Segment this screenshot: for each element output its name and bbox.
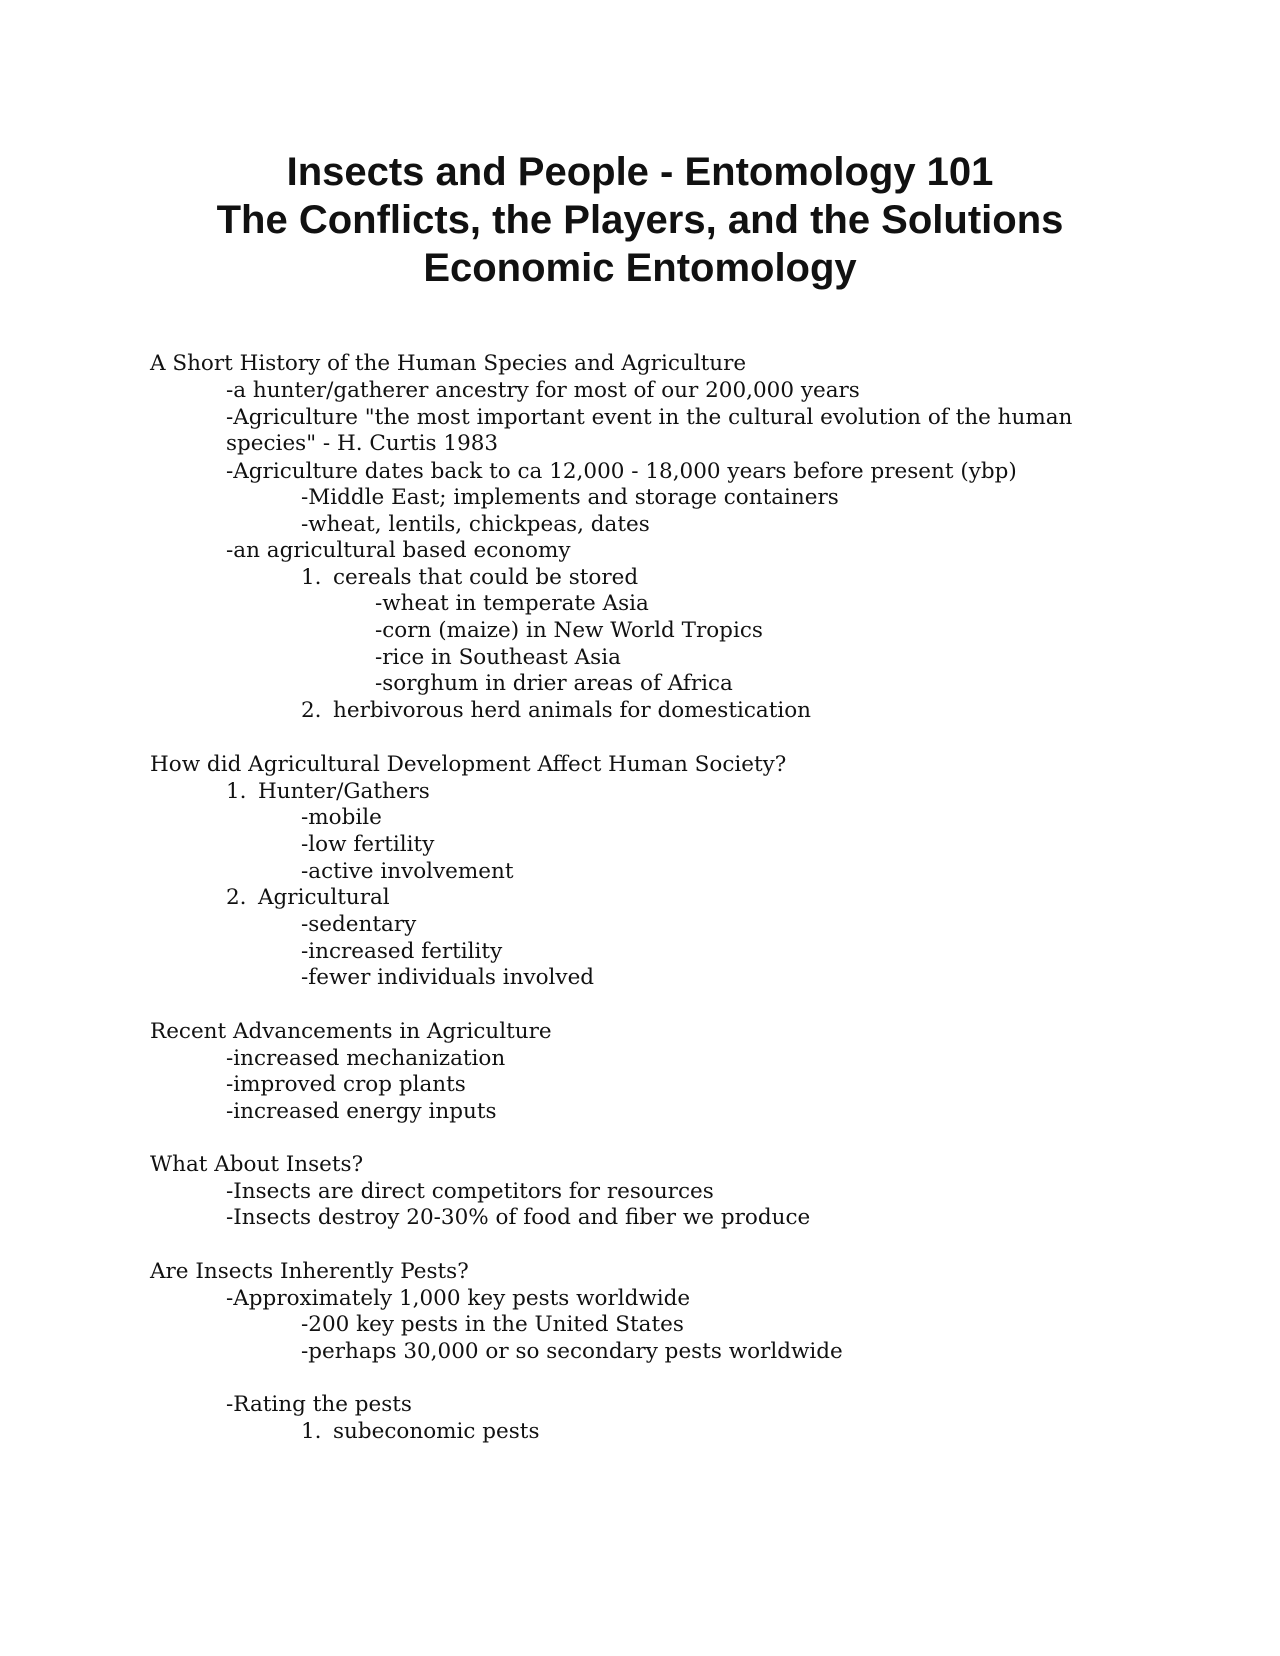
history-line: -an agricultural based economy [226, 538, 571, 563]
history-line: species" - H. Curtis 1983 [226, 431, 499, 456]
history-line: -a hunter/gatherer ancestry for most of our 200,000 years [226, 378, 860, 403]
history-list-item [301, 565, 638, 591]
pests-sub-item: -200 key pests in the United States [301, 1312, 684, 1337]
list-number: 1. [226, 779, 247, 804]
list-item-text: subeconomic pests [333, 1419, 540, 1444]
pests-sub-item: -perhaps 30,000 or so secondary pests worldwide [301, 1339, 843, 1364]
history-sub-item: -wheat in temperate Asia [375, 591, 649, 616]
list-item-text: Hunter/Gathers [258, 779, 430, 804]
advancements-line: -improved crop plants [226, 1072, 466, 1097]
history-line: -Agriculture dates back to ca 12,000 - 18,000 years before present (ybp) [226, 459, 1017, 484]
pests-rating-line: -Rating the pests [226, 1392, 412, 1417]
insects-line: -Insects destroy 20-30% of food and fiber we produce [226, 1205, 811, 1230]
society-list-item [226, 779, 430, 805]
pests-line: -Approximately 1,000 key pests worldwide [226, 1286, 691, 1311]
list-number: 1. [301, 565, 322, 590]
society-sub-item: -mobile [301, 805, 382, 830]
history-sub-item: -sorghum in drier areas of Africa [375, 671, 733, 696]
society-sub-item: -active involvement [301, 859, 514, 884]
history-line: -Agriculture "the most important event in the cultural evolution of the human [226, 405, 1073, 430]
society-sub-item: -sedentary [301, 912, 417, 937]
list-number: 1. [301, 1419, 322, 1444]
society-sub-item: -increased fertility [301, 939, 503, 964]
history-subline: -wheat, lentils, chickpeas, dates [301, 512, 650, 537]
insects-line: -Insects are direct competitors for resources [226, 1179, 714, 1204]
title-line-1: Insects and People - Entomology 101 [286, 150, 994, 194]
section-heading-advancements: Recent Advancements in Agriculture [150, 1019, 552, 1044]
history-subline: -Middle East; implements and storage containers [301, 485, 839, 510]
title-line-3: Economic Entomology [423, 246, 857, 290]
list-number: 2. [226, 885, 247, 910]
title-line-2: The Conflicts, the Players, and the Solutions [216, 198, 1064, 242]
list-item-text: cereals that could be stored [333, 565, 639, 590]
advancements-line: -increased mechanization [226, 1046, 506, 1071]
history-sub-item: -corn (maize) in New World Tropics [375, 618, 763, 643]
section-heading-history: A Short History of the Human Species and Agriculture [150, 351, 747, 376]
history-list-item [301, 698, 811, 724]
society-list-item [226, 885, 390, 911]
history-sub-item: -rice in Southeast Asia [375, 645, 621, 670]
list-number: 2. [301, 698, 322, 723]
society-sub-item: -fewer individuals involved [301, 965, 595, 990]
list-item-text: Agricultural [258, 885, 390, 910]
pests-rating-item [301, 1419, 539, 1445]
section-heading-insects: What About Insets? [150, 1152, 364, 1177]
document-title [0, 148, 1280, 292]
section-heading-society: How did Agricultural Development Affect Human Society? [150, 752, 787, 777]
section-heading-pests: Are Insects Inherently Pests? [150, 1259, 469, 1284]
society-sub-item: -low fertility [301, 832, 435, 857]
advancements-line: -increased energy inputs [226, 1099, 497, 1124]
list-item-text: herbivorous herd animals for domestication [333, 698, 811, 723]
